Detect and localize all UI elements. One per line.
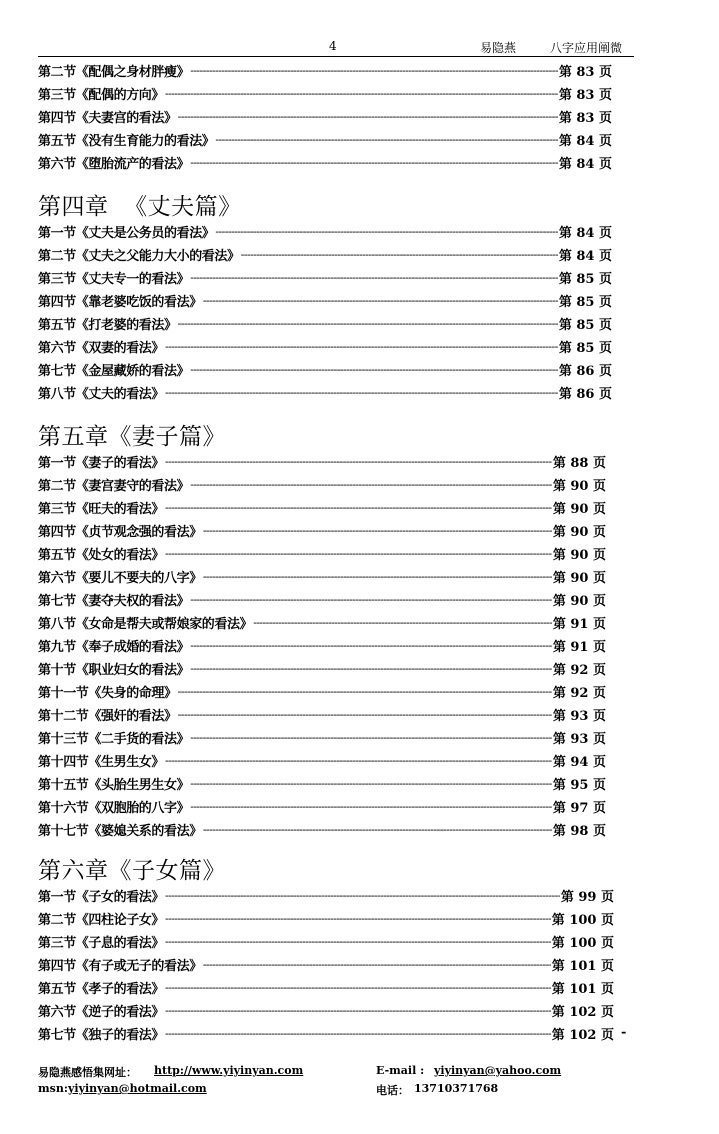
dot-leader [215,225,557,238]
toc-entry-page: 第 102 页 [551,1004,614,1020]
toc-entry[interactable] [38,1022,614,1044]
toc-entry-page: 第 90 页 [552,501,606,517]
toc-entry-page: 第 93 页 [552,731,606,747]
dot-leader [203,823,552,836]
dot-leader [190,478,552,491]
dot-leader [190,363,558,376]
toc-entry[interactable] [38,82,612,104]
toc-entry-title: 第三节《子息的看法》 [38,935,165,951]
email-label: E-mail : [376,1064,425,1077]
toc-entry-title: 第四节《有子或无子的看法》 [38,958,202,974]
toc-entry-page: 第 101 页 [551,958,614,974]
dot-leader [190,156,558,169]
toc-entry-page: 第 86 页 [558,386,612,402]
toc-entry[interactable] [38,999,614,1021]
toc-entry-title: 第二节《四柱论子女》 [38,912,165,928]
toc-entry-title: 第一节《丈夫是公务员的看法》 [38,225,215,241]
toc-entry[interactable] [38,588,606,610]
toc-entry-title: 第二节《丈夫之父能力大小的看法》 [38,248,240,264]
toc-entry-page: 第 95 页 [552,777,606,793]
toc-entry-title: 第十一节《失身的命理》 [38,685,177,701]
toc-entry-page: 第 100 页 [551,912,614,928]
toc-entry-title: 第五节《处女的看法》 [38,547,165,563]
site-label: 易隐燕感悟集网址： [38,1066,137,1079]
toc-entry-title: 第六节《要儿不要夫的八字》 [38,570,202,586]
toc-entry-page: 第 83 页 [558,64,612,80]
dot-leader [165,912,551,925]
toc-entry-page: 第 90 页 [552,524,606,540]
toc-entry-title: 第十五节《头胎生男生女》 [38,777,190,793]
toc-entry-page: 第 84 页 [558,156,612,172]
dot-leader [190,662,552,675]
dot-leader [178,317,558,330]
chapter-heading: 第四章 《丈夫篇》 [38,194,242,220]
dot-leader [190,777,552,790]
toc-entry-title: 第五节《打老婆的看法》 [38,317,177,333]
dot-leader [165,1027,551,1040]
toc-entry-title: 第七节《妻夺夫权的看法》 [38,593,190,609]
toc-entry-page: 第 90 页 [552,547,606,563]
toc-entry-title: 第十二节《强奸的看法》 [38,708,177,724]
toc-entry-page: 第 85 页 [558,317,612,333]
toc-entry[interactable] [38,220,612,242]
toc-entry[interactable] [38,772,606,794]
page-footer [38,1064,638,1104]
toc-entry-title: 第四节《贞节观念强的看法》 [38,524,202,540]
toc-entry[interactable] [38,496,606,518]
toc-entry[interactable] [38,726,606,748]
toc-entry[interactable] [38,151,612,173]
toc-entry-page: 第 84 页 [558,133,612,149]
toc-entry[interactable] [38,884,614,906]
toc-entry-title: 第十六节《双胞胎的八字》 [38,800,190,816]
trailing-mark: - [621,1025,627,1040]
toc-entry-page: 第 102 页 [551,1027,614,1043]
phone-label: 电话： [376,1084,409,1097]
msn-label: msn: [38,1082,68,1095]
toc-entry-title: 第四节《夫妻宫的看法》 [38,110,177,126]
dot-leader [190,64,558,77]
toc-entry-title: 第五节《没有生育能力的看法》 [38,133,215,149]
dot-leader [165,501,552,514]
msn-link[interactable]: yiyinyan@hotmail.com [68,1082,207,1095]
toc-entry-page: 第 101 页 [551,981,614,997]
dot-leader [165,386,558,399]
toc-entry-page: 第 97 页 [552,800,606,816]
toc-entry-page: 第 90 页 [552,478,606,494]
dot-leader [203,524,552,537]
toc-entry-page: 第 94 页 [552,754,606,770]
dot-leader [178,708,552,721]
toc-entry-page: 第 85 页 [558,294,612,310]
toc-entry[interactable] [38,243,612,265]
dot-leader [203,958,551,971]
toc-entry-page: 第 90 页 [552,570,606,586]
toc-entry-page: 第 85 页 [558,271,612,287]
email-link[interactable]: yiyinyan@yahoo.com [434,1064,562,1077]
toc-entry[interactable] [38,335,612,357]
toc-entry[interactable] [38,795,606,817]
dot-leader [190,639,552,652]
toc-entry[interactable] [38,358,612,380]
toc-entry[interactable] [38,381,612,403]
dot-leader [165,1004,551,1017]
toc-entry-page: 第 83 页 [558,87,612,103]
toc-entry-title: 第一节《子女的看法》 [38,889,165,905]
toc-entry-page: 第 84 页 [558,225,612,241]
toc-entry[interactable] [38,818,606,840]
dot-leader [178,110,558,123]
toc-entry[interactable] [38,953,614,975]
toc-entry[interactable] [38,105,612,127]
toc-entry[interactable] [38,703,606,725]
toc-entry-page: 第 85 页 [558,340,612,356]
site-link[interactable]: http://www.yiyinyan.com [154,1064,304,1077]
dot-leader [165,889,560,902]
toc-entry-title: 第三节《旺夫的看法》 [38,501,165,517]
dot-leader [165,340,558,353]
toc-entry-page: 第 99 页 [560,889,614,905]
toc-entry-title: 第十节《职业妇女的看法》 [38,662,190,678]
dot-leader [190,271,558,284]
dot-leader [165,87,558,100]
toc-entry-title: 第九节《奉子成婚的看法》 [38,639,190,655]
toc-entry-title: 第十四节《生男生女》 [38,754,165,770]
toc-entry[interactable] [38,976,614,998]
page-number: 4 [329,39,337,53]
toc-entry[interactable] [38,128,612,150]
toc-entry[interactable] [38,657,606,679]
toc-entry-page: 第 91 页 [552,639,606,655]
toc-entry-page: 第 93 页 [552,708,606,724]
toc-entry[interactable] [38,749,606,771]
toc-entry-title: 第三节《配偶的方向》 [38,87,165,103]
dot-leader [190,731,552,744]
dot-leader [203,570,552,583]
toc-entry[interactable] [38,519,606,541]
toc-entry[interactable] [38,59,612,81]
toc-entry-page: 第 84 页 [558,248,612,264]
toc-entry-page: 第 83 页 [558,110,612,126]
toc-entry[interactable] [38,450,606,472]
toc-entry-title: 第十七节《婆媳关系的看法》 [38,823,202,839]
dot-leader [178,685,552,698]
phone-number: 13710371768 [414,1082,499,1095]
toc-entry-title: 第二节《配偶之身材胖瘦》 [38,64,190,80]
toc-entry[interactable] [38,542,606,564]
toc-entry-page: 第 90 页 [552,593,606,609]
toc-entry-title: 第四节《靠老婆吃饭的看法》 [38,294,202,310]
toc-entry[interactable] [38,680,606,702]
toc-entry-page: 第 92 页 [552,662,606,678]
dot-leader [165,935,551,948]
toc-entry-title: 第七节《独子的看法》 [38,1027,165,1043]
dot-leader [165,547,552,560]
dot-leader [253,616,552,629]
dot-leader [241,248,558,261]
page-header [38,36,634,57]
dot-leader [190,593,552,606]
toc-entry-page: 第 91 页 [552,616,606,632]
toc-entry-title: 第五节《孝子的看法》 [38,981,165,997]
dot-leader [203,294,558,307]
header-book-title: 八字应用阐微 [550,41,623,55]
toc-entry-title: 第三节《丈夫专一的看法》 [38,271,190,287]
chapter-heading: 第五章《妻子篇》 [38,424,226,450]
toc-entry-title: 第六节《逆子的看法》 [38,1004,165,1020]
header-author: 易隐燕 [480,41,517,55]
toc-entry[interactable] [38,289,612,311]
toc-entry[interactable] [38,312,612,334]
toc-entry-page: 第 98 页 [552,823,606,839]
toc-entry-page: 第 88 页 [552,455,606,471]
toc-entry[interactable] [38,473,606,495]
toc-entry-title: 第十三节《二手货的看法》 [38,731,190,747]
toc-entry-title: 第六节《双妻的看法》 [38,340,165,356]
dot-leader [190,800,552,813]
dot-leader [215,133,557,146]
toc-entry-title: 第八节《女命是帮夫或帮娘家的看法》 [38,616,253,632]
toc-entry-page: 第 92 页 [552,685,606,701]
toc-entry[interactable] [38,266,612,288]
dot-leader [165,455,552,468]
toc-entry[interactable] [38,611,606,633]
dot-leader [165,981,551,994]
toc-entry[interactable] [38,634,606,656]
toc-entry-title: 第六节《堕胎流产的看法》 [38,156,190,172]
toc-entry-title: 第一节《妻子的看法》 [38,455,165,471]
toc-entry[interactable] [38,907,614,929]
dot-leader [165,754,552,767]
toc-entry-page: 第 86 页 [558,363,612,379]
toc-entry-page: 第 100 页 [551,935,614,951]
chapter-heading: 第六章《子女篇》 [38,858,226,884]
toc-entry-title: 第八节《丈夫的看法》 [38,386,165,402]
toc-entry-title: 第二节《妻宫妻守的看法》 [38,478,190,494]
toc-entry-title: 第七节《金屋藏娇的看法》 [38,363,190,379]
toc-entry[interactable] [38,930,614,952]
toc-entry[interactable] [38,565,606,587]
